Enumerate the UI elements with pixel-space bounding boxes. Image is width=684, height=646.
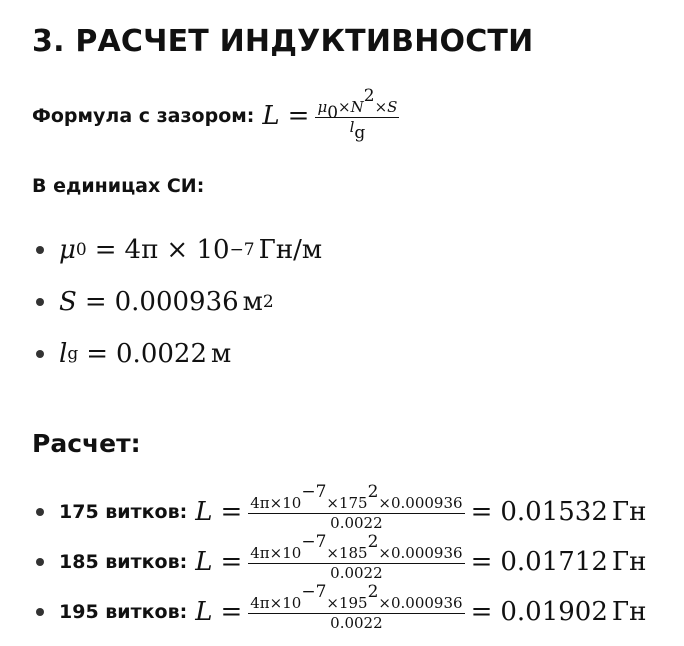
bullet-icon	[36, 558, 44, 566]
si-item: μ 0 = 4π × 10 −7 Гн/м	[36, 228, 322, 272]
si-symbol: l	[59, 339, 68, 369]
formula-math	[262, 86, 405, 143]
bullet-icon	[36, 508, 44, 516]
calc-equals: =	[470, 597, 493, 627]
si-value: 4π × 10	[124, 235, 230, 265]
l-symbol: l	[349, 118, 355, 136]
calc-equals: =	[470, 497, 493, 527]
n-symbol: N	[350, 98, 364, 116]
section-title: 3. РАСЧЕТ ИНДУКТИВНОСТИ	[32, 24, 534, 59]
bullet-icon	[36, 350, 44, 358]
mu-subscript: 0	[327, 103, 339, 123]
calc-denominator: 0.0022	[330, 564, 383, 582]
times-sign: ×	[374, 98, 388, 116]
calc-label: 175 витков:	[59, 501, 188, 523]
n-exponent: 2	[363, 86, 375, 106]
calc-fraction	[248, 482, 464, 532]
calc-denominator: 0.0022	[330, 514, 383, 532]
formula-equals: =	[287, 101, 310, 131]
si-symbol: μ	[59, 235, 76, 265]
formula-denominator	[349, 118, 366, 143]
formula-numerator	[315, 86, 399, 123]
calc-heading: Расчет:	[32, 429, 141, 458]
si-unit: м	[211, 339, 232, 369]
calc-numerator: $4\pi\times 10^{-7}\times 195^2\times 0.000936$	[250, 582, 463, 612]
bullet-icon	[36, 608, 44, 616]
si-equals: =	[84, 287, 107, 317]
si-equals: =	[94, 235, 117, 265]
calc-fraction	[248, 582, 464, 632]
formula-line	[32, 86, 405, 143]
calc-lhs: L	[195, 597, 213, 627]
calc-result: 0.01712	[500, 547, 608, 577]
si-label: В единицах СИ:	[32, 175, 205, 197]
calc-unit: Гн	[611, 497, 647, 527]
calc-label: 195 витков:	[59, 601, 188, 623]
bullet-icon	[36, 246, 44, 254]
formula-lhs: L	[262, 101, 280, 131]
calc-numerator: $4\pi\times 10^{-7}\times 175^2\times 0.000936$	[250, 482, 463, 512]
calc-unit: Гн	[611, 547, 647, 577]
calc-unit: Гн	[611, 597, 647, 627]
calc-lhs: L	[195, 497, 213, 527]
calc-denominator: 0.0022	[330, 614, 383, 632]
times-sign: ×	[338, 98, 351, 116]
si-value: 0.0022	[116, 339, 207, 369]
si-label-line	[32, 172, 204, 200]
calc-item	[36, 532, 647, 586]
calc-equals: =	[220, 547, 243, 577]
si-value: 0.000936	[114, 287, 239, 317]
calc-equals: =	[220, 497, 243, 527]
calc-label: 185 витков:	[59, 551, 188, 573]
si-symbol: S	[59, 287, 77, 317]
calc-numerator: $4\pi\times 10^{-7}\times 185^2\times 0.000936$	[250, 532, 463, 562]
formula-fraction	[315, 86, 399, 143]
calc-result: 0.01902	[500, 597, 608, 627]
si-item: l g = 0.0022 м	[36, 332, 231, 376]
si-unit: м	[242, 287, 263, 317]
l-subscript: g	[354, 123, 366, 143]
calc-item	[36, 482, 647, 536]
calc-fraction	[248, 532, 464, 582]
si-equals: =	[86, 339, 109, 369]
calc-result: 0.01532	[500, 497, 608, 527]
si-unit: Гн/м	[258, 235, 323, 265]
si-item: S = 0.000936 м 2	[36, 280, 274, 324]
formula-label: Формула с зазором:	[32, 105, 255, 127]
mu-symbol: μ	[317, 98, 328, 116]
calc-lhs: L	[195, 547, 213, 577]
calc-item	[36, 582, 647, 636]
s-symbol: S	[387, 98, 398, 116]
calc-equals: =	[470, 547, 493, 577]
bullet-icon	[36, 298, 44, 306]
calc-equals: =	[220, 597, 243, 627]
